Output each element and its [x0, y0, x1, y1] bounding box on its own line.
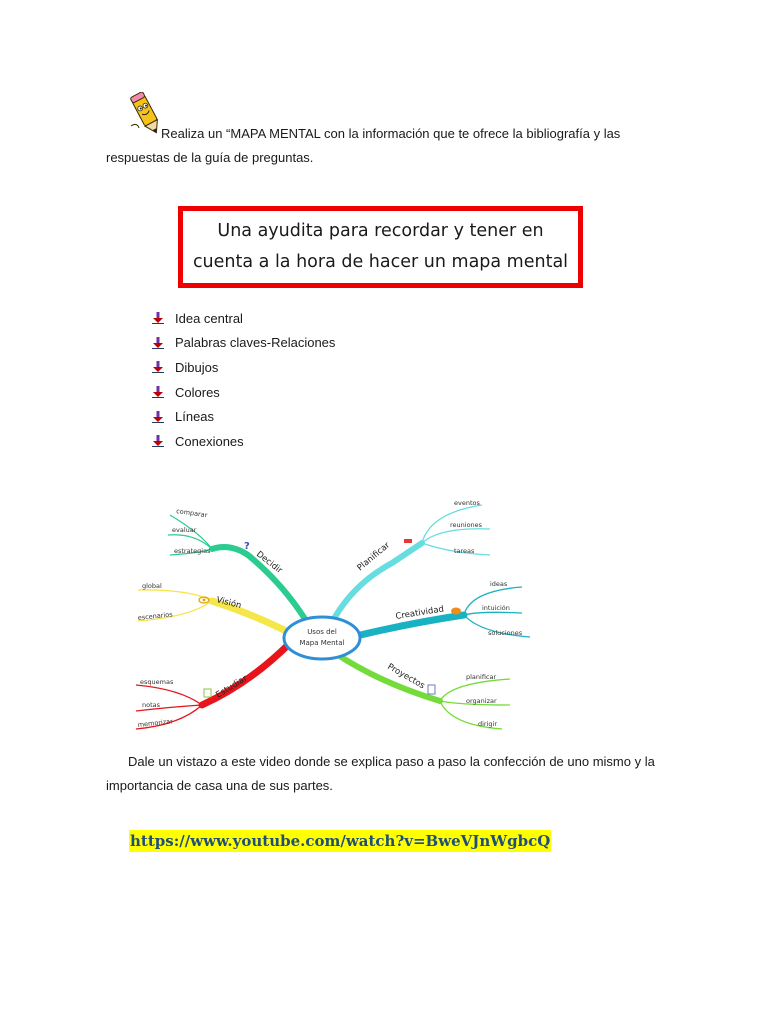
branch-label-creatividad: Creatividad	[394, 604, 445, 622]
mind-map-diagram	[130, 493, 538, 739]
leaf-label: intuición	[482, 604, 510, 612]
instruction-line-1: Realiza un “MAPA MENTAL con la información que te ofrece la bibliografía y las	[161, 126, 621, 141]
leaf-label: reuniones	[450, 521, 483, 529]
list-item: Conexiones	[152, 429, 335, 454]
question-mark-icon: ?	[244, 541, 250, 552]
leaf-label: soluciones	[488, 629, 523, 637]
leaf-label: comparar	[175, 507, 208, 520]
leaf-label: organizar	[466, 697, 497, 705]
center-label-2: Mapa Mental	[299, 639, 345, 647]
branch-estudiar-line	[202, 643, 290, 705]
leaf-label: eventos	[454, 499, 480, 507]
list-item: Palabras claves-Relaciones	[152, 331, 335, 356]
arrow-down-bullet-icon	[152, 386, 164, 398]
list-item: Colores	[152, 380, 335, 405]
leaf-label: global	[142, 582, 162, 590]
arrow-down-bullet-icon	[152, 312, 164, 324]
branch-proyectos-line	[335, 653, 440, 701]
instruction-line-2: respuestas de la guía de preguntas.	[106, 150, 314, 165]
idea-bubble-icon	[451, 608, 461, 615]
leaf-label: tareas	[454, 547, 475, 555]
leaf-label: dirigir	[478, 720, 498, 728]
list-item: Idea central	[152, 306, 335, 331]
branch-label-decidir: Decidir	[254, 549, 284, 576]
bullet-list	[152, 306, 335, 454]
branch-label-planificar: Planificar	[355, 540, 392, 574]
leaf-label: esquemas	[140, 678, 174, 686]
leaf-label: notas	[142, 701, 161, 709]
callout-line-1: Una ayudita para recordar y tener en	[217, 221, 544, 241]
instruction-paragraph	[106, 122, 664, 170]
center-label-1: Usos del	[307, 628, 337, 636]
leaf-label: ideas	[490, 580, 508, 588]
callout-line-2: cuenta a la hora de hacer un mapa mental	[192, 252, 569, 272]
video-line-2: importancia de casa una de sus partes.	[106, 778, 333, 793]
clipboard-icon	[428, 685, 435, 694]
leaf-label: escenarios	[137, 610, 173, 622]
youtube-link[interactable]: https://www.youtube.com/watch?v=BweVJnWgbcQ	[130, 832, 551, 850]
leaf-label: planificar	[466, 673, 497, 681]
branch-label-proyectos: Proyectos	[385, 661, 427, 692]
branch-label-estudiar: Estudiar	[214, 673, 250, 701]
notes-icon	[204, 689, 211, 697]
leaf-label: estrategias	[174, 547, 211, 555]
arrow-down-bullet-icon	[152, 435, 164, 447]
leaf-label: memorizar	[137, 717, 174, 729]
video-paragraph	[106, 750, 664, 798]
arrow-down-bullet-icon	[152, 337, 164, 349]
calendar-icon	[404, 539, 412, 546]
center-node	[284, 617, 360, 659]
arrow-down-bullet-icon	[152, 361, 164, 373]
tip-callout-box	[178, 206, 583, 288]
arrow-down-bullet-icon	[152, 411, 164, 423]
leaf-label: evaluar	[172, 526, 197, 534]
list-item: Líneas	[152, 404, 335, 429]
video-line-1: Dale un vistazo a este video donde se explica paso a paso la confección de uno mismo y la	[128, 754, 655, 769]
branch-label-vision: Visión	[215, 595, 243, 612]
list-item: Dibujos	[152, 355, 335, 380]
